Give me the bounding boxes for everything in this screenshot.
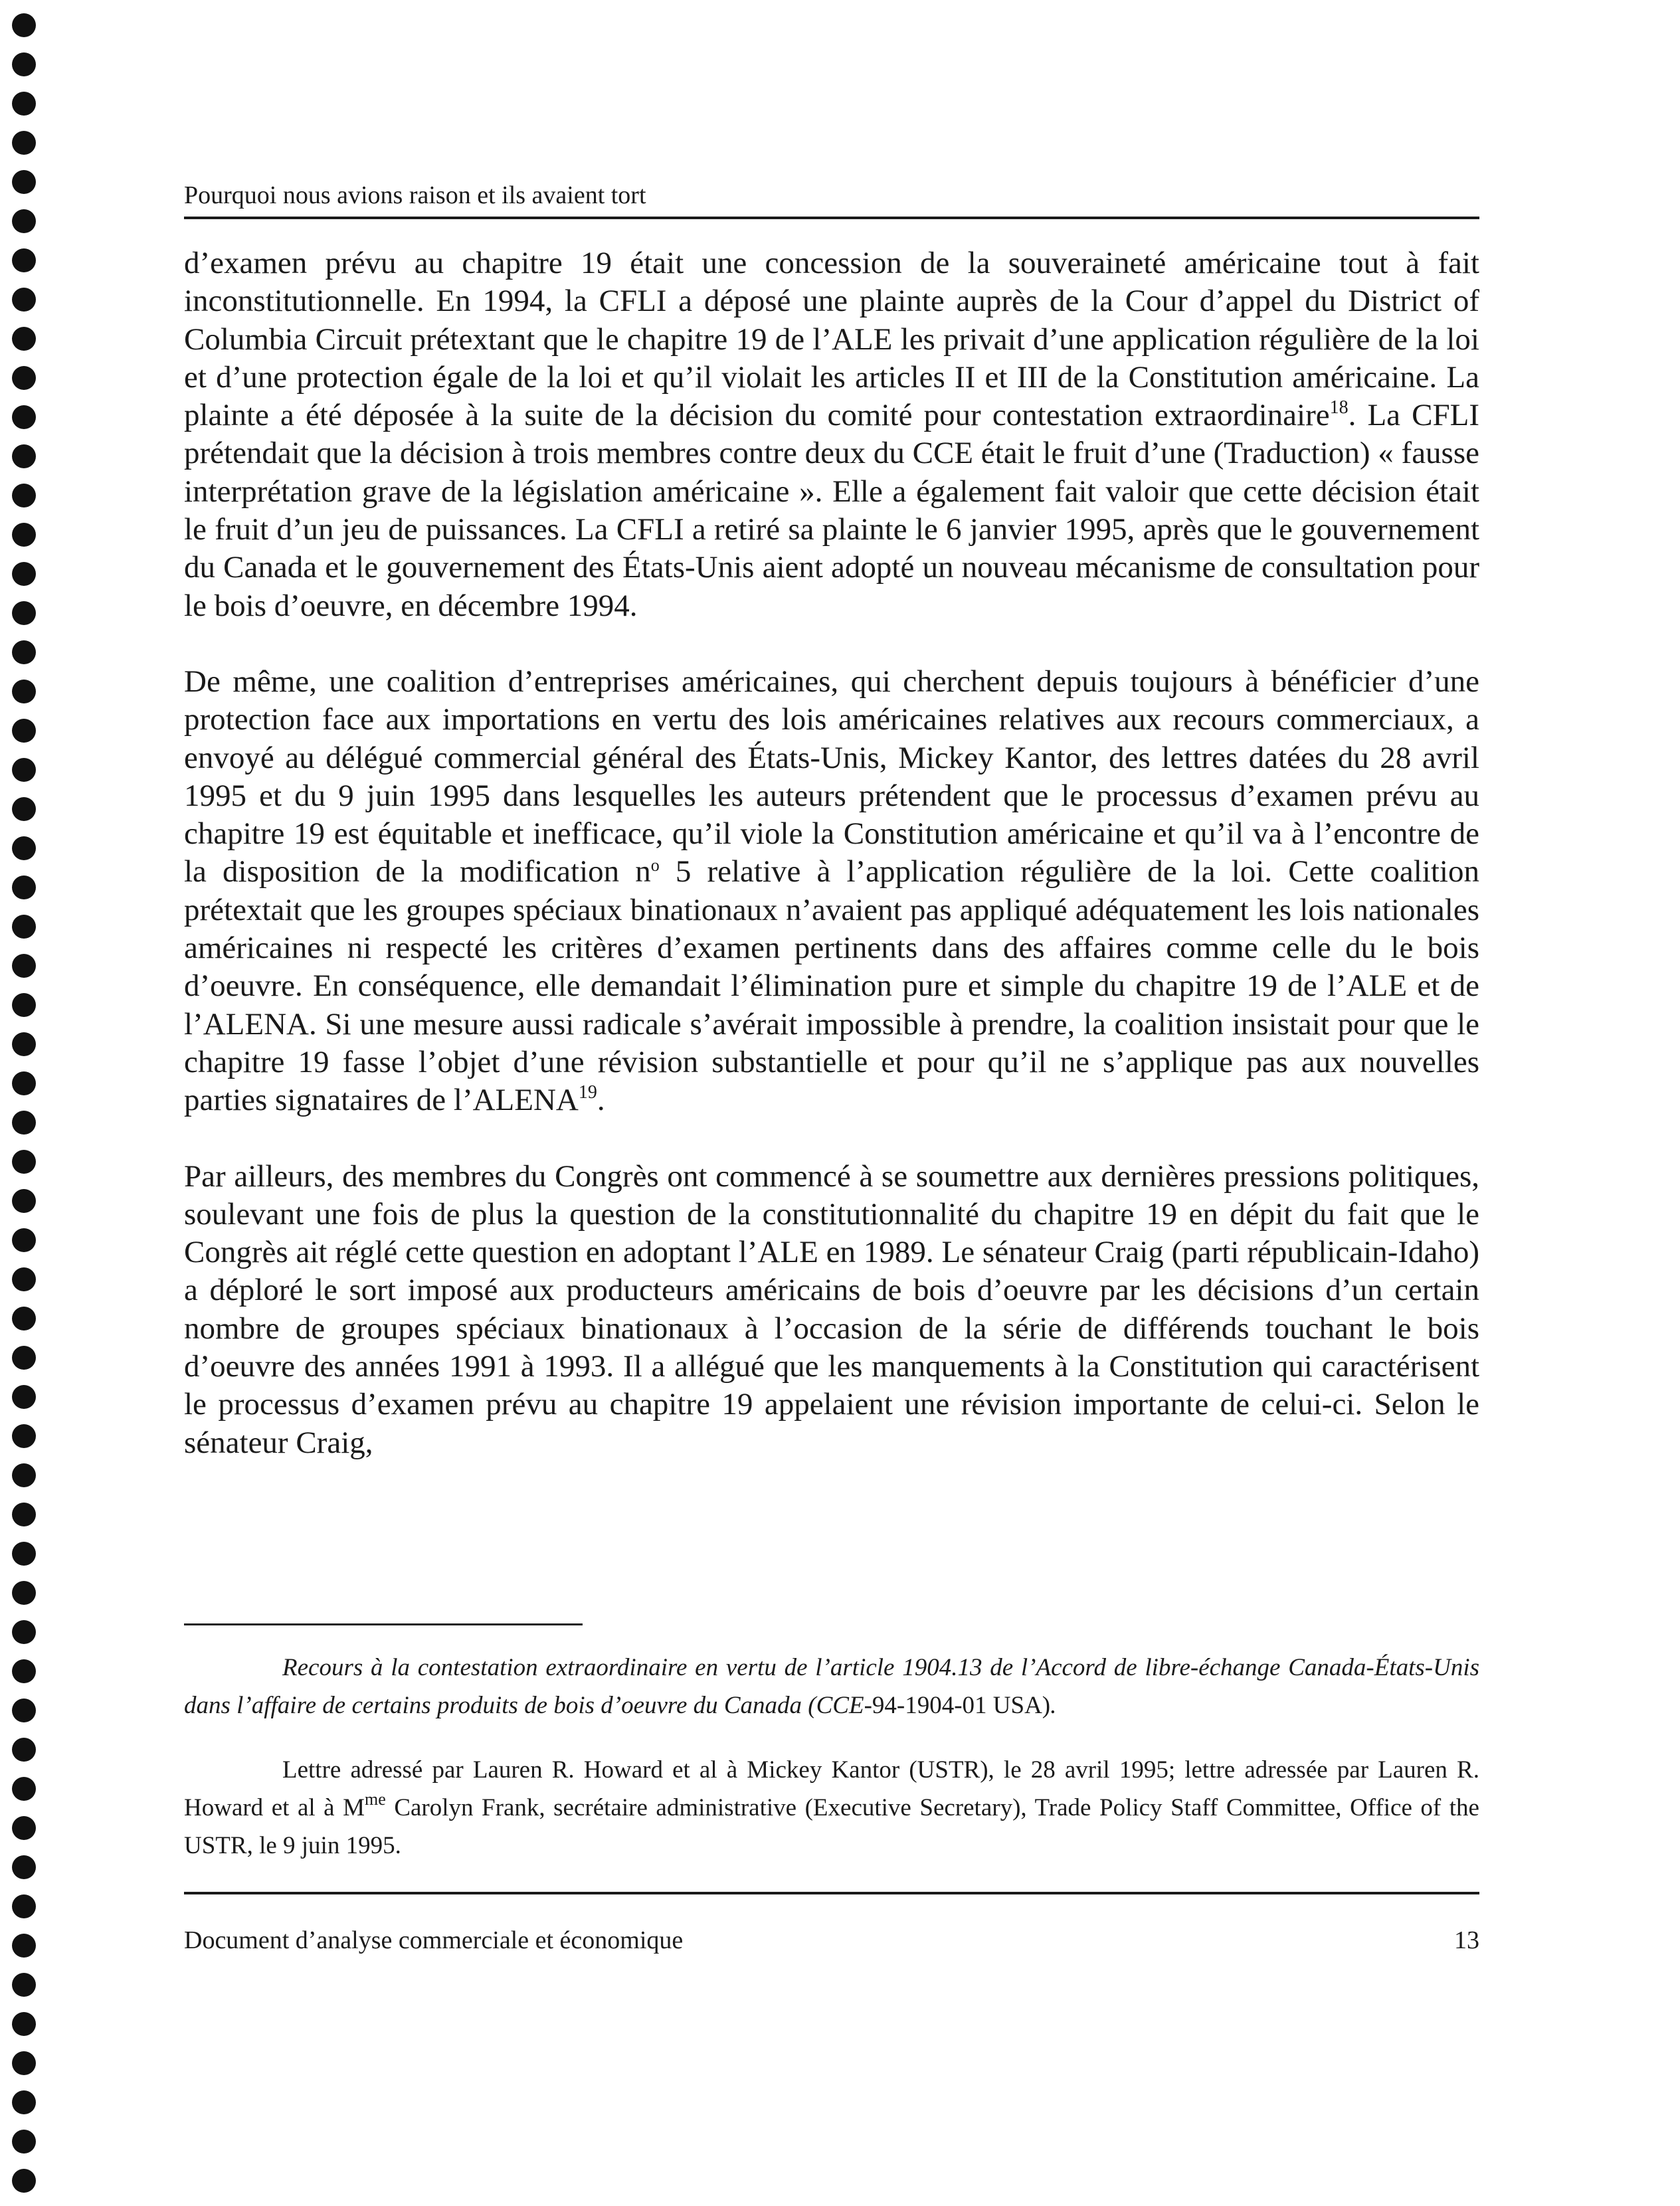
binder-hole bbox=[12, 1385, 36, 1409]
binder-hole bbox=[12, 52, 36, 76]
binder-hole bbox=[12, 327, 36, 351]
binder-hole bbox=[12, 1542, 36, 1566]
binder-hole bbox=[12, 1228, 36, 1252]
binder-hole bbox=[12, 1620, 36, 1644]
publication-title: Document d’analyse commerciale et économique bbox=[184, 1926, 684, 1954]
binder-hole bbox=[12, 13, 36, 37]
binder-hole bbox=[12, 1659, 36, 1683]
running-header: Pourquoi nous avions raison et ils avaient tort bbox=[184, 181, 646, 209]
binder-hole bbox=[12, 2090, 36, 2114]
binder-hole bbox=[12, 1071, 36, 1095]
binder-hole bbox=[12, 1581, 36, 1605]
binder-hole bbox=[12, 1738, 36, 1762]
binder-hole bbox=[12, 1973, 36, 1997]
binder-hole bbox=[12, 2169, 36, 2193]
binder-hole bbox=[12, 836, 36, 860]
binder-hole bbox=[12, 1816, 36, 1840]
binder-hole bbox=[12, 366, 36, 390]
binder-hole bbox=[12, 131, 36, 155]
binder-hole bbox=[12, 954, 36, 978]
footer-rule bbox=[184, 1892, 1479, 1894]
binder-hole bbox=[12, 1032, 36, 1056]
footnote-ref-18: 18 bbox=[1329, 397, 1349, 418]
footnotes bbox=[184, 1649, 1479, 1865]
binder-hole bbox=[12, 444, 36, 468]
footnote-ref-19: 19 bbox=[578, 1082, 597, 1103]
footnote-18: Recours à la contestation extraordinaire en vertu de l’article 1904.13 de l’Accord de libre-échange Canada-États-Unis dans l’affaire de certains produits de bois d’oeuvre du Canada (CCE-94-1904-01 USA). bbox=[184, 1654, 1479, 1719]
binder-hole bbox=[12, 209, 36, 233]
binder-hole bbox=[12, 2051, 36, 2075]
binder-hole bbox=[12, 1699, 36, 1722]
footnote-19: Lettre adressé par Lauren R. Howard et al à Mickey Kantor (USTR), le 28 avril 1995; lettre adressée par Lauren R. Howard et al à $M^{me}$ Carolyn Frank, secrétaire administrative (Executive Secretary), Trade Policy Staff Committee, Office of the USTR, le 9 juin 1995. bbox=[184, 1756, 1479, 1859]
paragraph-2: De même, une coalition d’entreprises américaines, qui cherchent depuis toujours à bénéficier d’une protection face aux importations en vertu des lois américaines relatives aux recours commerciaux, a envoyé au délégué commercial général des États-Unis, Mickey Kantor, des lettres datées du 28 avril 1995 et du 9 juin 1995 dans lesquelles les auteurs prétendent que le processus d’examen prévu au chapitre 19 est équitable et inefficace, qu’il viole la Constitution américaine et qu’il va à l’encontre de la disposition de la modification $n^o$ 5 relative à l’application régulière de la loi. Cette coalition prétextait que les groupes spéciaux binationaux n’avaient pas appliqué adéquatement les lois nationales américaines ni respecté les critères d’examen pertinents dans des affaires comme celle du le bois d’oeuvre. En conséquence, elle demandait l’élimination pure et simple du chapitre 19 de l’ALE et de l’ALENA. Si une mesure aussi radicale s’avérait impossible à prendre, la coalition insistait pour que le chapitre 19 fasse l’objet d’une révision substantielle et pour qu’il ne s’applique pas aux nouvelles parties signataires de l’ALENA$^{19}$. bbox=[184, 664, 1479, 1118]
binder-hole bbox=[12, 680, 36, 703]
document-page bbox=[184, 0, 1479, 2206]
page-number: 13 bbox=[1454, 1926, 1479, 1954]
binder-hole bbox=[12, 1150, 36, 1174]
body-text bbox=[184, 244, 1479, 1462]
binder-hole bbox=[12, 875, 36, 899]
binder-hole bbox=[12, 1503, 36, 1526]
binder-hole bbox=[12, 1267, 36, 1291]
binder-holes bbox=[12, 0, 39, 2206]
binder-hole bbox=[12, 248, 36, 272]
numero-superscript: o bbox=[650, 856, 660, 875]
binder-hole bbox=[12, 1346, 36, 1370]
header-rule bbox=[184, 217, 1479, 219]
binder-hole bbox=[12, 797, 36, 821]
binder-hole bbox=[12, 993, 36, 1017]
binder-hole bbox=[12, 1855, 36, 1879]
running-footer bbox=[184, 1926, 1479, 1955]
binder-hole bbox=[12, 405, 36, 429]
binder-hole bbox=[12, 640, 36, 664]
binder-hole bbox=[12, 1777, 36, 1801]
binder-hole bbox=[12, 719, 36, 743]
binder-hole bbox=[12, 1307, 36, 1331]
binder-hole bbox=[12, 523, 36, 547]
binder-hole bbox=[12, 1424, 36, 1448]
paragraph-1: d’examen prévu au chapitre 19 était une concession de la souveraineté américaine tout à fait inconstitutionnelle. En 1994, la CFLI a déposé une plainte auprès de la Cour d’appel du District of Columbia Circuit prétextant que le chapitre 19 de l’ALE les privait d’une application régulière de la loi et d’une protection égale de la loi et qu’il violait les articles II et III de la Constitution américaine. La plainte a été déposée à la suite de la décision du comité pour contestation extraordinaire$^{18}$. La CFLI prétendait que la décision à trois membres contre deux du CCE était le fruit d’une (Traduction) « fausse interprétation grave de la législation américaine ». Elle a également fait valoir que cette décision était le fruit d’un jeu de puissances. La CFLI a retiré sa plainte le 6 janvier 1995, après que le gouvernement du Canada et le gouvernement des États-Unis aient adopté un nouveau mécanisme de consultation pour le bois d’oeuvre, en décembre 1994. bbox=[184, 246, 1479, 623]
binder-hole bbox=[12, 484, 36, 507]
binder-hole bbox=[12, 2130, 36, 2154]
binder-hole bbox=[12, 758, 36, 782]
binder-hole bbox=[12, 915, 36, 939]
binder-hole bbox=[12, 1189, 36, 1213]
binder-hole bbox=[12, 1111, 36, 1135]
binder-hole bbox=[12, 288, 36, 312]
binder-hole bbox=[12, 92, 36, 116]
binder-hole bbox=[12, 562, 36, 586]
binder-hole bbox=[12, 601, 36, 625]
binder-hole bbox=[12, 1934, 36, 1958]
binder-hole bbox=[12, 170, 36, 194]
footnote-separator bbox=[184, 1623, 583, 1625]
binder-hole bbox=[12, 2012, 36, 2036]
binder-hole bbox=[12, 1463, 36, 1487]
binder-hole bbox=[12, 1894, 36, 1918]
paragraph-3: Par ailleurs, des membres du Congrès ont commencé à se soumettre aux dernières pressions politiques, soulevant une fois de plus la question de la constitutionnalité du chapitre 19 en dépit du fait que le Congrès ait réglé cette question en adoptant l’ALE en 1989. Le sénateur Craig (parti républicain-Idaho) a déploré le sort imposé aux producteurs américains de bois d’oeuvre par les décisions d’un certain nombre de groupes spéciaux binationaux à l’occasion de la série de différends touchant le bois d’oeuvre des années 1991 à 1993. Il a allégué que les manquements à la Constitution qui caractérisent le processus d’examen prévu au chapitre 19 appelaient une révision importante de celui-ci. Selon le sénateur Craig, bbox=[184, 1158, 1479, 1460]
